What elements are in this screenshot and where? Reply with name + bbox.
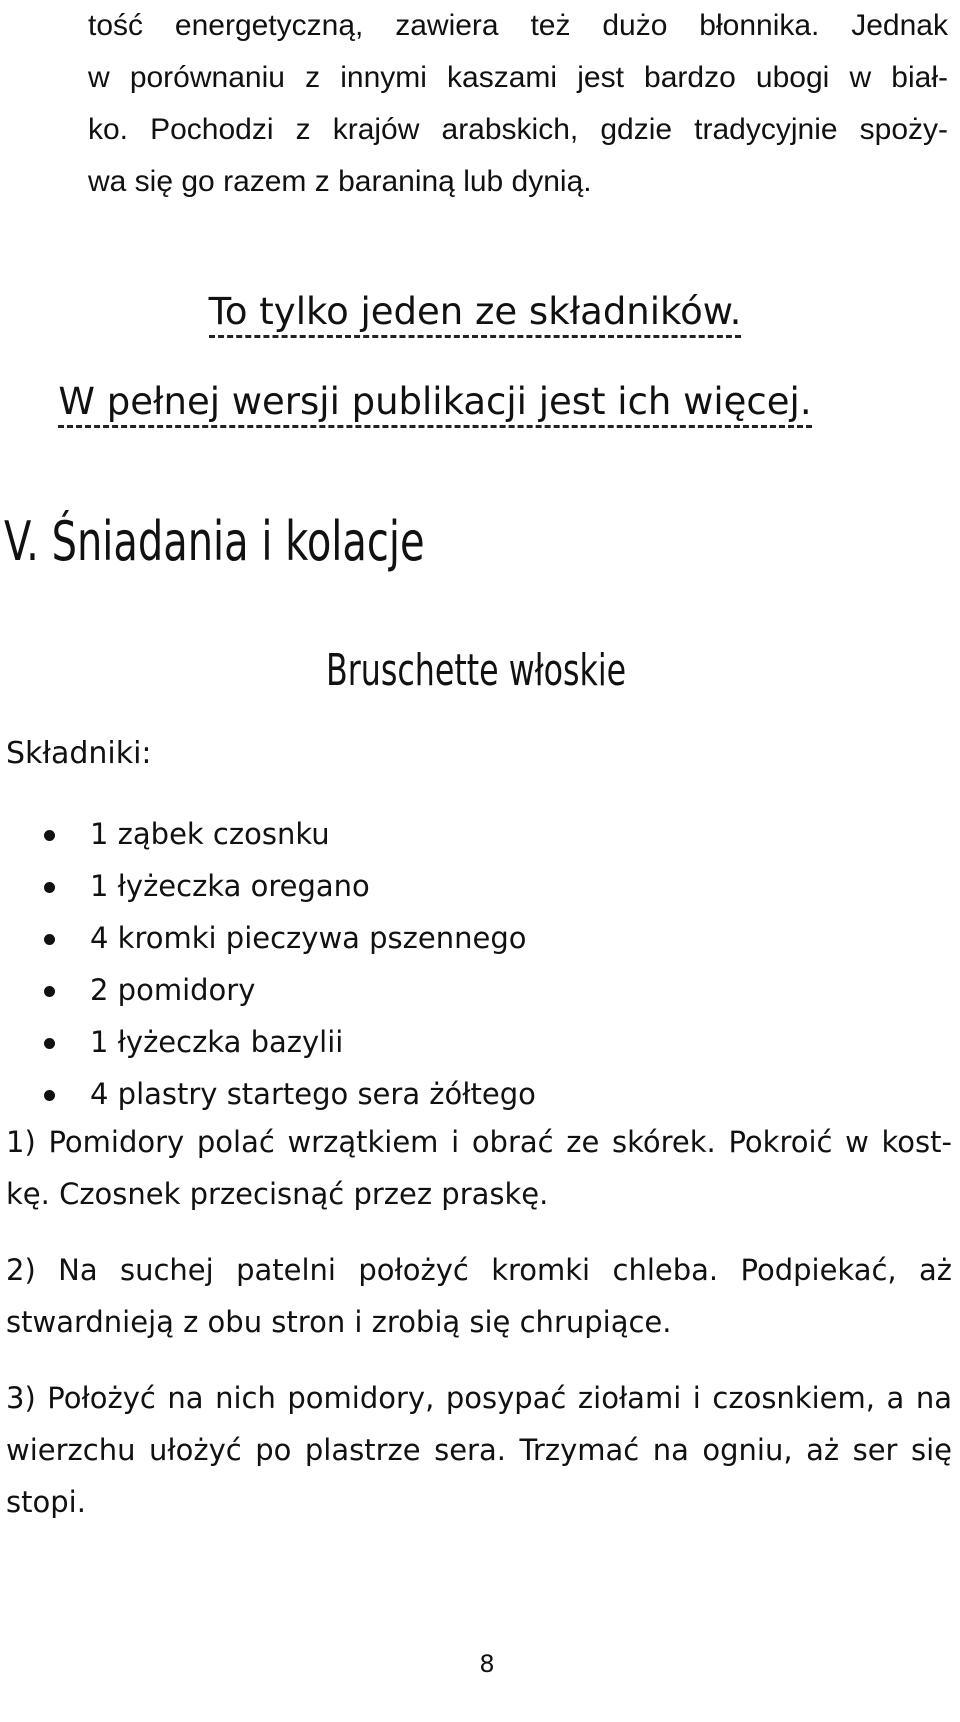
step-line: stwardnieją z obu stron i zrobią się chrupiące. bbox=[6, 1305, 672, 1339]
ingredient-text: 1 łyżeczka bazylii bbox=[90, 1025, 344, 1059]
bullet-icon bbox=[44, 934, 55, 945]
ingredients-label: Składniki: bbox=[6, 736, 152, 771]
bullet-icon bbox=[44, 882, 55, 893]
promo-line-1[interactable] bbox=[0, 290, 960, 333]
recipe-title: Bruschette włoskie bbox=[326, 645, 627, 696]
intro-paragraph bbox=[88, 0, 948, 208]
ingredient-item bbox=[40, 916, 536, 968]
ingredient-text: 1 łyżeczka oregano bbox=[90, 869, 370, 903]
intro-line: tość energetyczną, zawiera też dużo błonnika. Jednak bbox=[88, 9, 948, 42]
ingredients-list bbox=[40, 812, 536, 1124]
bullet-icon bbox=[44, 1090, 55, 1101]
ingredient-text: 1 ząbek czosnku bbox=[90, 817, 330, 851]
step-line: stopi. bbox=[6, 1485, 86, 1519]
step-line: 3) Położyć na nich pomidory, posypać ziołami i czosnkiem, a na bbox=[6, 1381, 952, 1415]
step-line: wierzchu ułożyć po plastrze sera. Trzymać na ogniu, aż ser się bbox=[6, 1433, 952, 1467]
bullet-icon bbox=[44, 1038, 55, 1049]
ingredient-text: 4 plastry startego sera żółtego bbox=[90, 1077, 536, 1111]
intro-line: w porównaniu z innymi kaszami jest bardzo ubogi w biał- bbox=[88, 61, 948, 94]
recipe-step-3 bbox=[6, 1372, 952, 1528]
promo-link-2[interactable]: W pełnej wersji publikacji jest ich więcej. bbox=[58, 380, 811, 428]
promo-line-2[interactable] bbox=[0, 380, 960, 423]
ingredient-item bbox=[40, 864, 536, 916]
promo-link-1[interactable]: To tylko jeden ze składników. bbox=[209, 290, 742, 338]
ingredient-item bbox=[40, 1020, 536, 1072]
intro-line: ko. Pochodzi z krajów arabskich, gdzie tradycyjnie spoży- bbox=[88, 113, 948, 146]
intro-line: wa się go razem z baraniną lub dynią. bbox=[88, 165, 592, 198]
page-number: 8 bbox=[479, 1650, 495, 1678]
step-line: kę. Czosnek przecisnąć przez praskę. bbox=[6, 1177, 549, 1211]
step-line: 1) Pomidory polać wrzątkiem i obrać ze skórek. Pokroić w kost- bbox=[6, 1125, 952, 1159]
bullet-icon bbox=[44, 986, 55, 997]
chapter-heading: V. Śniadania i kolacje bbox=[4, 510, 425, 573]
recipe-step-2 bbox=[6, 1244, 952, 1348]
ingredient-text: 2 pomidory bbox=[90, 973, 256, 1007]
ingredient-item bbox=[40, 968, 536, 1020]
recipe-step-1 bbox=[6, 1116, 952, 1220]
ingredient-text: 4 kromki pieczywa pszennego bbox=[90, 921, 527, 955]
ingredient-item bbox=[40, 812, 536, 864]
bullet-icon bbox=[44, 830, 55, 841]
step-line: 2) Na suchej patelni położyć kromki chleba. Podpiekać, aż bbox=[6, 1253, 952, 1287]
